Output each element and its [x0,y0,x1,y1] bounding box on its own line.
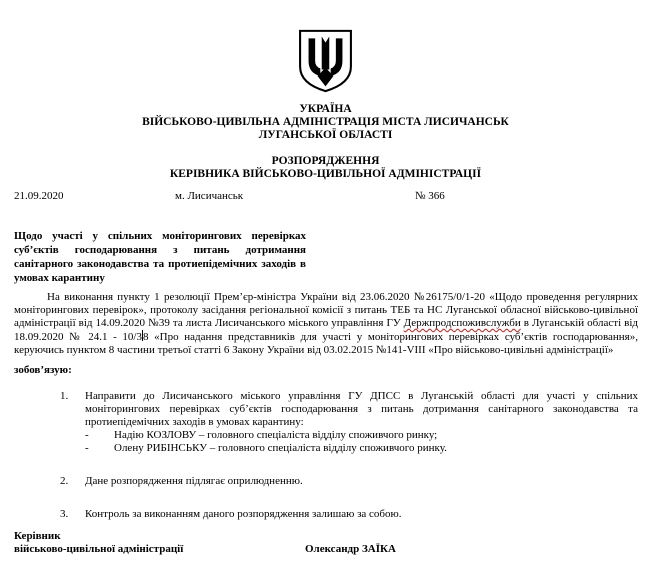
order-item-3 [60,508,638,521]
misspelled-word[interactable]: Держпродспоживслужби [403,317,521,329]
document-author-title: КЕРІВНИКА ВІЙСЬКОВО-ЦИВІЛЬНОЇ АДМІНІСТРАЦІЇ [169,168,482,180]
document-place: м. Лисичанськ [175,190,244,202]
order-item-1 [60,390,638,429]
order-item-2 [60,475,638,488]
order-item-1-sub-2 [85,442,638,455]
item-number: 1. [60,390,69,402]
item-number: 2. [60,475,69,487]
document-date: 21.09.2020 [14,190,64,202]
item-text: Контроль за виконанням даного розпорядження залишаю за собою. [85,508,402,520]
organization-name-line2: ЛУГАНСЬКОЇ ОБЛАСТІ [258,129,393,141]
sub-item-text: Надію КОЗЛОВУ – головного спеціаліста відділу споживчого ринку; [114,429,438,441]
signer-position-line1: Керівник [14,530,61,542]
dash-bullet: - [85,442,89,454]
order-item-1-sub-1 [85,429,638,442]
preamble-paragraph [14,291,638,357]
document-type-title: РОЗПОРЯДЖЕННЯ [271,155,380,167]
document-header [0,0,651,181]
preamble-text-part3: 8 «Про надання представників для участі у моніторингових перевірках суб’єктів господарювання», керуючись пунктом 8 частини третьої статті 6 Закону України від 03.02.2015 №141-VIII «Про військово-цивільні адміністрації» [14,331,638,356]
organization-name-line1: ВІЙСЬКОВО-ЦИВІЛЬНА АДМІНІСТРАЦІЯ МІСТА ЛИСИЧАНСЬК [142,116,509,128]
document-subject: Щодо участі у спільних моніторингових перевірках суб’єктів господарювання з питань дотримання санітарного законодавства та протиепідемічних заходів в умовах карантину [14,230,306,284]
signature-block [14,530,651,556]
oblige-label: зобов’язую: [14,364,72,376]
signer-position-line2: військово-цивільної адміністрації [14,543,184,555]
document-number: № 366 [415,190,445,202]
sub-item-text: Олену РИБІНСЬКУ – головного спеціаліста відділу споживчого ринку. [114,442,447,454]
country-name: УКРАЇНА [299,103,352,115]
item-number: 3. [60,508,69,520]
preamble-text-part2: в Луганській області від 18.09.2020 № 24.1 - 10/3 [14,317,639,343]
item-text: Направити до Лисичанського міського управління ГУ ДПСС в Луганській області для участі у спільних моніторингових перевірках суб’єктів господарювання з питань дотримання санітарного законодавства та протиепідемічних заходів в умовах карантину: [85,390,638,428]
dash-bullet: - [85,429,89,441]
signer-name: Олександр ЗАЇКА [305,543,396,555]
document-meta-row [0,190,651,203]
ukraine-trident-emblem-icon [297,29,354,93]
preamble-text-part1: На виконання пункту 1 резолюції Прем’єр-міністра України від 23.06.2020 №26175/0/1-20 «Щодо проведення регулярних моніторингових перевірок», протоколу засідання регіональної комісії з питань ТЕБ та НС Луганської обласної військово-цивільної адміністрації від 14.09.2020 №39 та листа Лисичанського міського управління ГУ [14,291,638,329]
item-text: Дане розпорядження підлягає оприлюдненню. [85,475,303,487]
